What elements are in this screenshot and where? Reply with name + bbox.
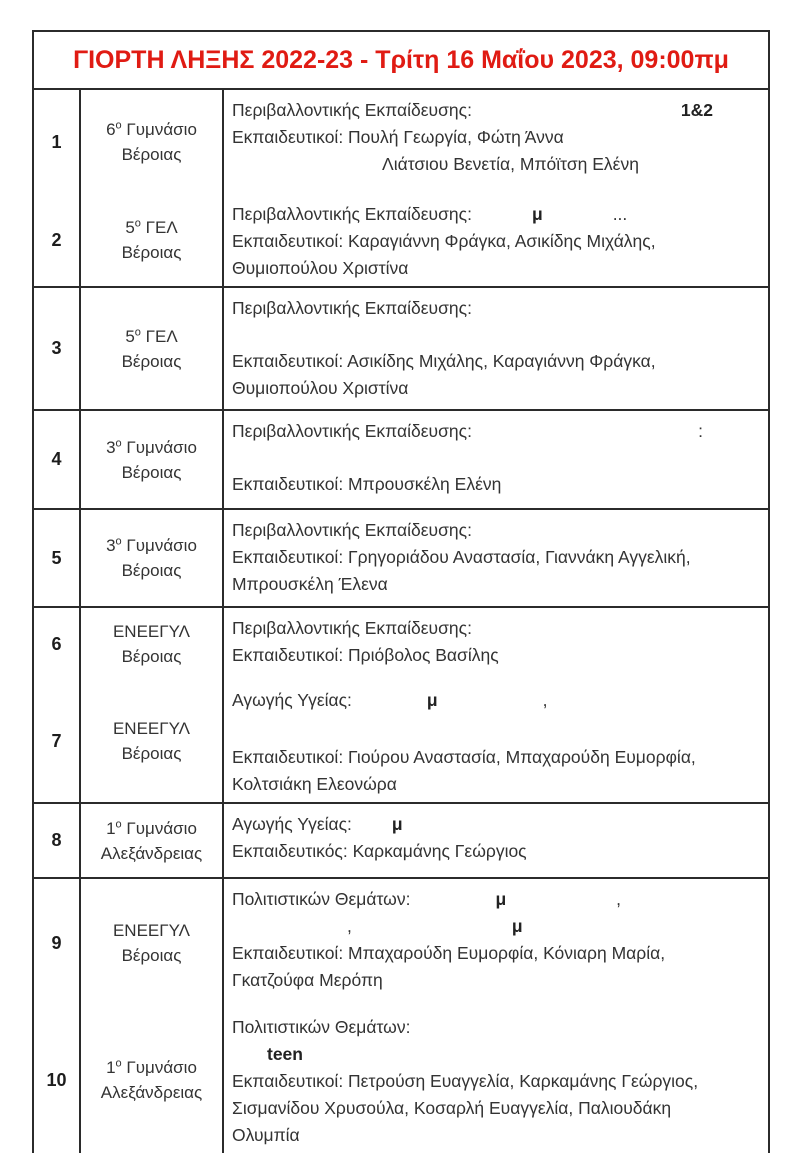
teachers: Λιάτσιου Βενετία, Μπόϊτση Ελένη bbox=[382, 154, 639, 174]
program-category: Περιβαλλοντικής Εκπαίδευσης: bbox=[232, 421, 472, 441]
program-details bbox=[224, 288, 768, 409]
program-details bbox=[224, 1007, 768, 1153]
redacted-fragment: ... bbox=[612, 204, 628, 224]
school-name-line1: $3^o$ Γυμνάσιο bbox=[106, 436, 197, 457]
row-number: 1 bbox=[34, 90, 81, 194]
table-block bbox=[34, 411, 768, 510]
table-blocks bbox=[34, 90, 768, 1153]
detail-line bbox=[232, 642, 758, 669]
school-name bbox=[81, 879, 224, 1007]
redacted-fragment: μ bbox=[495, 889, 507, 909]
school-name-line1: $1^o$ Γυμνάσιο bbox=[106, 1057, 197, 1077]
program-category: Περιβαλλοντικής Εκπαίδευσης: bbox=[232, 100, 472, 120]
teachers: Εκπαιδευτικοί: Μπρουσκέλη Ελένη bbox=[232, 474, 502, 494]
detail-line bbox=[232, 838, 758, 865]
redacted-fragment: μ bbox=[511, 916, 523, 936]
school-name bbox=[81, 1007, 224, 1153]
detail-line bbox=[232, 886, 758, 913]
row-number: 7 bbox=[34, 680, 81, 802]
school-name-line1: ΕΝΕΕΓΥΛ bbox=[112, 622, 191, 641]
table-block bbox=[34, 804, 768, 879]
teachers: Εκπαιδευτικοί: Πετρούση Ευαγγελία, Καρκαμάνης Γεώργιος, bbox=[232, 1071, 699, 1091]
school-city: Αλεξάνδρειας bbox=[100, 843, 203, 863]
program-category: Πολιτιστικών Θεμάτων: bbox=[232, 1017, 411, 1037]
row-number: 2 bbox=[34, 194, 81, 286]
teachers: Εκπαιδευτικοί: Πουλή Γεωργία, Φώτη Άννα bbox=[232, 127, 564, 147]
row-number: 3 bbox=[34, 288, 81, 409]
school-name-line1: ΕΝΕΕΓΥΛ bbox=[112, 921, 191, 940]
ordinal-superscript: ο bbox=[115, 119, 122, 132]
teachers: Θυμιοπούλου Χριστίνα bbox=[232, 378, 409, 398]
teachers: Εκπαιδευτικός: Καρκαμάνης Γεώργιος bbox=[232, 841, 527, 861]
table-block bbox=[34, 510, 768, 608]
detail-line bbox=[232, 124, 758, 151]
teachers: Εκπαιδευτικοί: Γρηγοριάδου Αναστασία, Γιαννάκη Αγγελική, bbox=[232, 547, 691, 567]
row-number: 6 bbox=[34, 608, 81, 680]
detail-line bbox=[232, 517, 758, 544]
teachers: Κολτσιάκη Ελεονώρα bbox=[232, 774, 397, 794]
table-row bbox=[34, 411, 768, 508]
ordinal-superscript: ο bbox=[134, 325, 141, 338]
school-name bbox=[81, 288, 224, 409]
table-row bbox=[34, 680, 768, 802]
detail-line bbox=[232, 348, 758, 375]
teachers: Εκπαιδευτικοί: Γιούρου Αναστασία, Μπαχαρούδη Ευμορφία, bbox=[232, 747, 696, 767]
program-details bbox=[224, 879, 768, 1007]
teachers: Εκπαιδευτικοί: Πριόβολος Βασίλης bbox=[232, 645, 499, 665]
spacer bbox=[232, 445, 758, 471]
ordinal-superscript: ο bbox=[134, 217, 141, 230]
school-city: Αλεξάνδρειας bbox=[100, 1083, 203, 1102]
teachers: Θυμιοπούλου Χριστίνα bbox=[232, 258, 409, 278]
table-row bbox=[34, 90, 768, 194]
detail-line bbox=[232, 471, 758, 498]
ordinal-superscript: ο bbox=[115, 436, 122, 449]
table-row bbox=[34, 879, 768, 1007]
program-details bbox=[224, 194, 768, 286]
school-city: Βέροιας bbox=[121, 145, 182, 164]
detail-line bbox=[232, 295, 758, 322]
program-category: Περιβαλλοντικής Εκπαίδευσης: bbox=[232, 618, 472, 638]
school-city: Βέροιας bbox=[121, 647, 182, 666]
redacted-fragment: μ bbox=[391, 814, 403, 834]
school-name bbox=[81, 194, 224, 286]
ordinal-superscript: ο bbox=[115, 1057, 122, 1070]
program-details bbox=[224, 90, 768, 194]
teachers: Μπρουσκέλη Έλενα bbox=[232, 574, 388, 594]
spacer bbox=[232, 322, 758, 348]
school-city: Βέροιας bbox=[121, 462, 182, 482]
detail-line bbox=[232, 940, 758, 967]
teachers: Γκατζούφα Μερόπη bbox=[232, 970, 383, 990]
schedule-table bbox=[32, 30, 770, 1153]
detail-line bbox=[232, 1014, 758, 1041]
teachers: Εκπαιδευτικοί: Ασικίδης Μιχάλης, Καραγιάννη Φράγκα, bbox=[232, 351, 656, 371]
redacted-fragment: , bbox=[347, 916, 352, 936]
table-row bbox=[34, 608, 768, 680]
document-title: ΓΙΟΡΤΗ ΛΗΞΗΣ 2022-23 - Τρίτη 16 Μαΐου 2023, 09:00πμ bbox=[73, 45, 729, 74]
school-name bbox=[81, 804, 224, 877]
school-name bbox=[81, 510, 224, 606]
school-name-line1: $5^o$ ΓΕΛ bbox=[125, 325, 178, 346]
program-category: Περιβαλλοντικής Εκπαίδευσης: bbox=[232, 520, 472, 540]
detail-line bbox=[232, 544, 758, 571]
detail-line bbox=[232, 571, 758, 598]
detail-line bbox=[232, 375, 758, 402]
table-block bbox=[34, 288, 768, 411]
school-name-line1: $3^o$ Γυμνάσιο bbox=[106, 535, 197, 555]
redacted-fragment: μ bbox=[426, 690, 438, 710]
school-name-line1: $1^o$ Γυμνάσιο bbox=[106, 817, 197, 838]
program-category: Περιβαλλοντικής Εκπαίδευσης: bbox=[232, 298, 472, 318]
group-numbers: 1&2 bbox=[680, 100, 713, 120]
table-row bbox=[34, 804, 768, 877]
school-name bbox=[81, 680, 224, 802]
row-number: 10 bbox=[34, 1007, 81, 1153]
redacted-fragment: : bbox=[698, 421, 703, 441]
program-details bbox=[224, 804, 768, 877]
detail-line bbox=[232, 1068, 758, 1095]
detail-line bbox=[232, 811, 758, 838]
program-details bbox=[224, 608, 768, 680]
teachers: Σισμανίδου Χρυσούλα, Κοσαρλή Ευαγγελία, Παλιουδάκη bbox=[232, 1098, 672, 1118]
detail-line bbox=[232, 771, 758, 798]
detail-line bbox=[232, 687, 758, 714]
detail-line bbox=[232, 967, 758, 994]
redacted-fragment: μ bbox=[531, 204, 543, 224]
table-block bbox=[34, 608, 768, 804]
detail-line bbox=[232, 151, 758, 178]
program-category: Πολιτιστικών Θεμάτων: bbox=[232, 889, 411, 909]
teachers: Εκπαιδευτικοί: Μπαχαρούδη Ευμορφία, Κόνιαρη Μαρία, bbox=[232, 943, 666, 963]
teachers: Εκπαιδευτικοί: Καραγιάννη Φράγκα, Ασικίδης Μιχάλης, bbox=[232, 231, 656, 251]
program-category: Περιβαλλοντικής Εκπαίδευσης: bbox=[232, 204, 472, 224]
table-row bbox=[34, 194, 768, 286]
table-row bbox=[34, 1007, 768, 1153]
program-details bbox=[224, 411, 768, 508]
ordinal-superscript: ο bbox=[115, 817, 122, 830]
ordinal-superscript: ο bbox=[115, 535, 122, 548]
school-name bbox=[81, 608, 224, 680]
table-block bbox=[34, 90, 768, 288]
detail-line bbox=[232, 1122, 758, 1149]
detail-line bbox=[232, 97, 758, 124]
school-city: Βέροιας bbox=[121, 243, 182, 262]
detail-line bbox=[232, 255, 758, 282]
redacted-fragment: , bbox=[542, 690, 548, 710]
school-name-line1: $5^o$ ΓΕΛ bbox=[125, 217, 178, 237]
redacted-fragment: teen bbox=[267, 1044, 303, 1064]
detail-line bbox=[232, 418, 758, 445]
school-name-line1: $6^o$ Γυμνάσιο bbox=[106, 119, 197, 139]
teachers: Ολυμπία bbox=[232, 1125, 300, 1145]
spacer bbox=[232, 714, 758, 744]
detail-line bbox=[232, 615, 758, 642]
row-number: 9 bbox=[34, 879, 81, 1007]
school-name bbox=[81, 90, 224, 194]
program-category: Αγωγής Υγείας: bbox=[232, 814, 352, 834]
row-number: 8 bbox=[34, 804, 81, 877]
program-details bbox=[224, 510, 768, 606]
redacted-fragment: , bbox=[616, 889, 622, 909]
row-number: 5 bbox=[34, 510, 81, 606]
school-name-line1: ΕΝΕΕΓΥΛ bbox=[112, 719, 191, 738]
detail-line bbox=[232, 1095, 758, 1122]
detail-line bbox=[232, 744, 758, 771]
school-name bbox=[81, 411, 224, 508]
detail-line bbox=[232, 1041, 758, 1068]
title-row bbox=[34, 32, 768, 90]
table-row bbox=[34, 510, 768, 606]
school-city: Βέροιας bbox=[121, 561, 182, 580]
program-category: Αγωγής Υγείας: bbox=[232, 690, 352, 710]
table-row bbox=[34, 288, 768, 409]
detail-line bbox=[232, 201, 758, 228]
detail-line bbox=[232, 913, 758, 940]
table-block bbox=[34, 879, 768, 1153]
row-number: 4 bbox=[34, 411, 81, 508]
school-city: Βέροιας bbox=[121, 946, 182, 965]
program-details bbox=[224, 680, 768, 802]
school-city: Βέροιας bbox=[121, 744, 182, 763]
school-city: Βέροιας bbox=[121, 351, 182, 371]
detail-line bbox=[232, 228, 758, 255]
